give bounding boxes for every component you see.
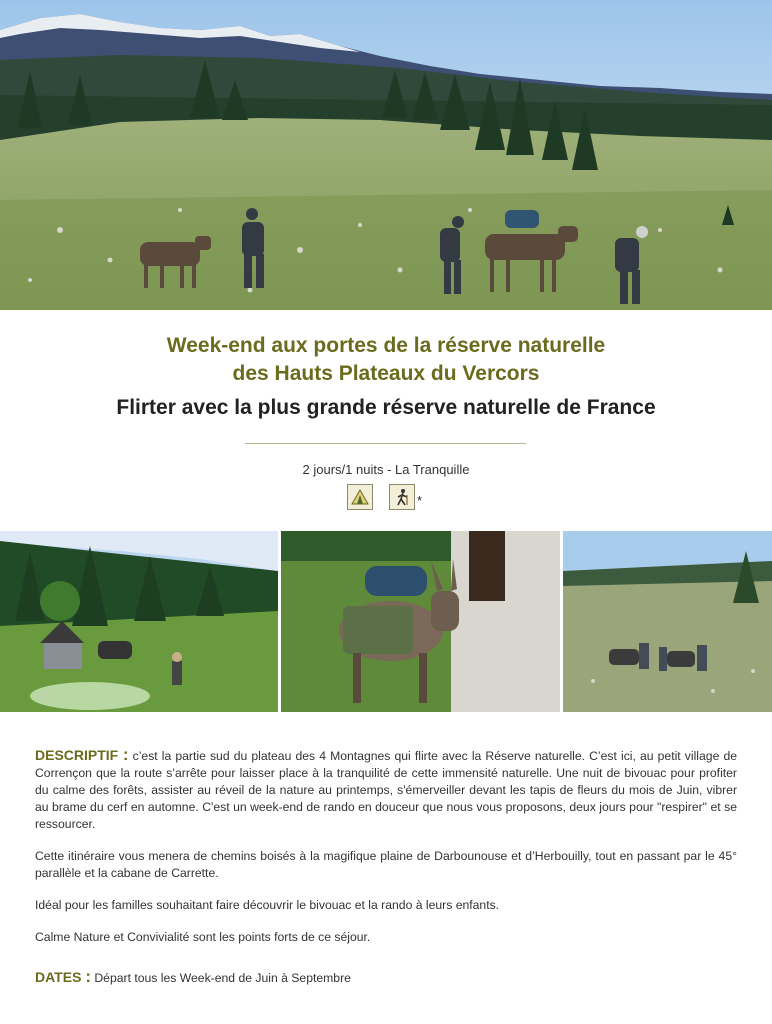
trip-duration: 2 jours/1 nuits - La Tranquille [302,462,470,477]
title-line-2: des Hauts Plateaux du Vercors [232,362,540,385]
photo-donkey [281,531,560,712]
description-paragraph-2: Cette itinéraire vous menera de chemins boisés à la magifique plaine de Darbounouse et d’Herbouilly, tout en passant par le 45° parallèle et la cabane de Carrette. [35,849,737,880]
description-label: DESCRIPTIF : [35,745,129,764]
description-paragraph-4: Calme Nature et Convivialité sont les points forts de ce séjour. [35,930,371,944]
dates-label: DATES : [35,967,91,986]
photo-plateau [563,531,772,712]
divider [245,443,526,444]
dates-line: DATES : Départ tous les Week-end de Juin à Septembre [35,967,351,986]
difficulty-icons [347,482,422,510]
photo-cabin [0,531,278,712]
title-line-1: Week-end aux portes de la réserve naturelle [166,334,606,357]
page-subtitle: Flirter avec la plus grande réserve naturelle de France [116,396,656,419]
description-paragraph-3: Idéal pour les familles souhaitant faire découvrir le bivouac et la rando à leurs enfants. [35,898,500,912]
rating-star: * [417,493,423,508]
description-section [35,746,737,1002]
hero-photo [0,0,772,310]
description-intro: DESCRIPTIF : c’est la partie sud du plateau des 4 Montagnes qui flirte avec la Réserve naturelle. C’est ici, au petit village de Corrençon que la route s’arrête pour laisser place à la tranquilité de cette immensité naturelle. Une nuit de bivouac pour profiter du calme des forêts, assister au réveil de la nature au printemps, s'émerveiller devant les tapis de fleurs du mois de Juin, vibrer au brame du cerf en automne. C'est un week-end de rando en douceur que nous vous proposons, deux jours pour "respirer" et se ressourcer. [35,745,737,831]
photo-strip [0,531,772,712]
hiker-icon [389,484,415,510]
page-title [0,332,772,388]
tent-icon [347,484,373,510]
